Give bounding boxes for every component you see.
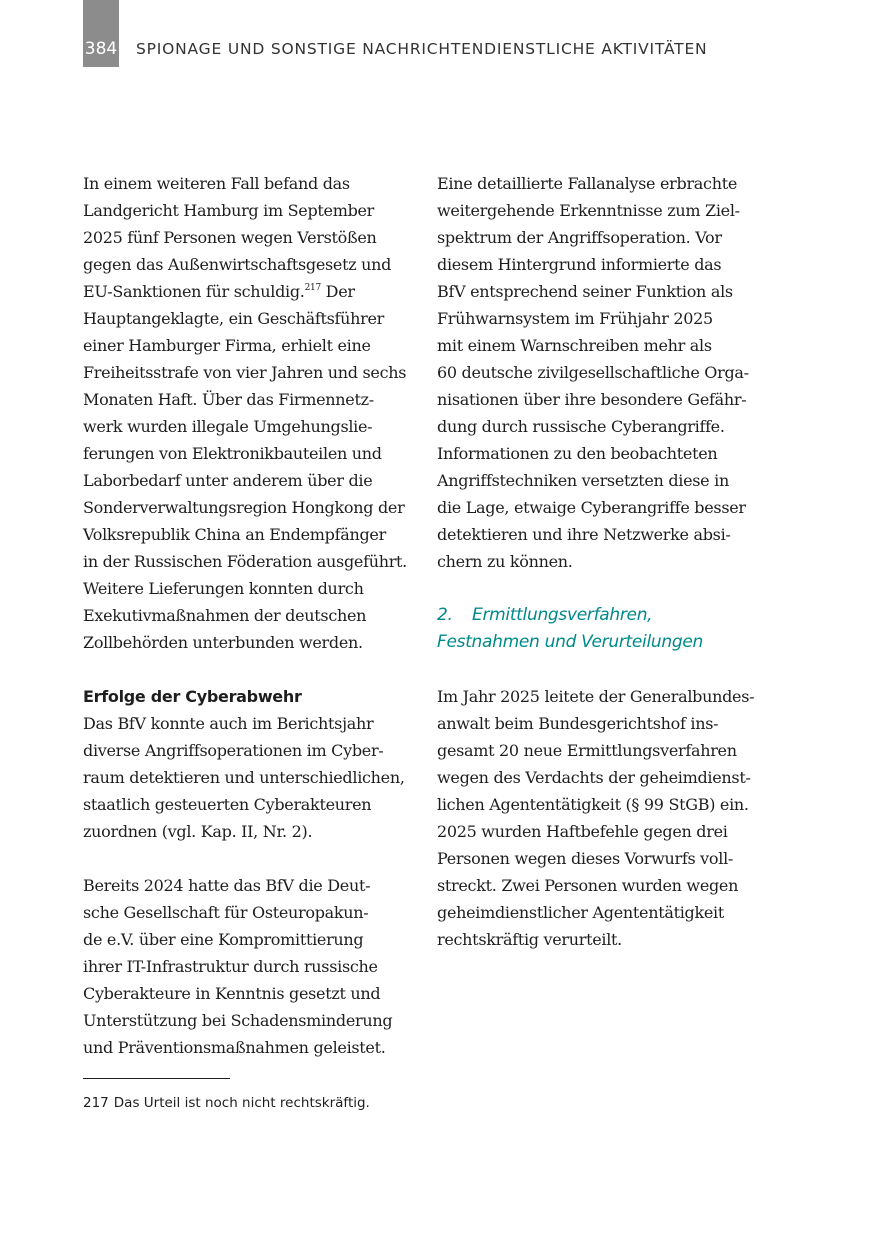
- text-line: Landgericht Hamburg im September: [83, 201, 375, 220]
- text-line: gesamt 20 neue Ermittlungsverfahren: [437, 741, 737, 760]
- text-line: sche Gesellschaft für Osteuropakun-: [83, 903, 369, 922]
- text-line: Zollbehörden unterbunden werden.: [83, 633, 363, 652]
- paragraph-gap: [437, 656, 767, 683]
- text-line: in der Russischen Föderation ausgeführt.: [83, 552, 407, 571]
- text-line: weitergehende Erkenntnisse zum Ziel-: [437, 201, 740, 220]
- text-line: gegen das Außenwirtschaftsgesetz und: [83, 255, 392, 274]
- text-line: und Präventionsmaßnahmen geleistet.: [83, 1038, 386, 1057]
- text-line: rechtskräftig verurteilt.: [437, 930, 622, 949]
- text-line: Bereits 2024 hatte das BfV die Deut-: [83, 876, 371, 895]
- footnote-number: 217: [83, 1095, 109, 1111]
- text-line: staatlich gesteuerten Cyberakteuren: [83, 795, 372, 814]
- text-line: diverse Angriffsoperationen im Cyber-: [83, 741, 384, 760]
- left-column: [83, 170, 413, 1061]
- text-line: raum detektieren und unterschiedlichen,: [83, 768, 405, 787]
- text-line: Angriffstechniken versetzten diese in: [437, 471, 729, 490]
- footnote-divider: [83, 1078, 230, 1079]
- footnote-reference[interactable]: 217: [304, 283, 321, 293]
- text-line: streckt. Zwei Personen wurden wegen: [437, 876, 739, 895]
- text-line: die Lage, etwaige Cyberangriffe besser: [437, 498, 746, 517]
- text-segment: Der: [320, 282, 355, 301]
- section-heading: [437, 602, 767, 656]
- text-line: Volksrepublik China an Endempfänger: [83, 525, 386, 544]
- paragraph-gap: [437, 575, 767, 602]
- text-line: anwalt beim Bundesgerichtshof ins-: [437, 714, 719, 733]
- text-line: werk wurden illegale Umgehungslie-: [83, 417, 373, 436]
- text-line: BfV entsprechend seiner Funktion als: [437, 282, 733, 301]
- text-line: lichen Agententätigkeit (§ 99 StGB) ein.: [437, 795, 749, 814]
- text-line: nisationen über ihre besondere Gefähr-: [437, 390, 747, 409]
- text-line: 2025 fünf Personen wegen Verstößen: [83, 228, 377, 247]
- text-line: diesem Hintergrund informierte das: [437, 255, 722, 274]
- page-number: 384: [84, 39, 118, 59]
- section-title-continued: Festnahmen und Verurteilungen: [437, 632, 703, 652]
- text-line: zuordnen (vgl. Kap. II, Nr. 2).: [83, 822, 313, 841]
- section-heading-line: [437, 602, 767, 629]
- right-column: [437, 170, 767, 953]
- text-line: Das BfV konnte auch im Berichtsjahr: [83, 714, 374, 733]
- text-line: Unterstützung bei Schadensminderung: [83, 1011, 393, 1030]
- footnote-text: Das Urteil ist noch nicht rechtskräftig.: [113, 1095, 370, 1111]
- paragraph-court-case: [83, 170, 413, 656]
- text-line: spektrum der Angriffsoperation. Vor: [437, 228, 722, 247]
- text-line: 2025 wurden Haftbefehle gegen drei: [437, 822, 728, 841]
- section-title: Ermittlungsverfahren,: [472, 605, 653, 625]
- text-line: Exekutivmaßnahmen der deutschen: [83, 606, 367, 625]
- text-line: ihrer IT-Infrastruktur durch russische: [83, 957, 378, 976]
- text-line: In einem weiteren Fall befand das: [83, 174, 350, 193]
- text-line: Im Jahr 2025 leitete der Generalbundes-: [437, 687, 755, 706]
- text-line: Freiheitsstrafe von vier Jahren und sechs: [83, 363, 407, 382]
- text-line: Frühwarnsystem im Frühjahr 2025: [437, 309, 713, 328]
- text-line: einer Hamburger Firma, erhielt eine: [83, 336, 371, 355]
- text-line: chern zu können.: [437, 552, 573, 571]
- paragraph-dgo-compromise: [83, 872, 413, 1061]
- text-line: de e.V. über eine Kompromittierung: [83, 930, 364, 949]
- text-line: 60 deutsche zivilgesellschaftliche Orga-: [437, 363, 749, 382]
- section-number: 2.: [437, 605, 453, 625]
- text-line: ferungen von Elektronikbauteilen und: [83, 444, 382, 463]
- text-line: Laborbedarf unter anderem über die: [83, 471, 373, 490]
- subheading-cyber-defense: Erfolge der Cyberabwehr: [83, 687, 302, 706]
- text-line: Personen wegen dieses Vorwurfs voll-: [437, 849, 733, 868]
- text-line: geheimdienstlicher Agententätigkeit: [437, 903, 724, 922]
- text-line: Cyberakteure in Kenntnis gesetzt und: [83, 984, 381, 1003]
- text-segment: EU-Sanktionen für schuldig.: [83, 282, 305, 301]
- text-line: Monaten Haft. Über das Firmennetz-: [83, 390, 374, 409]
- text-line: dung durch russische Cyberangriffe.: [437, 417, 725, 436]
- paragraph-investigations: [437, 683, 767, 953]
- footnote: [83, 1093, 370, 1113]
- text-line: Eine detaillierte Fallanalyse erbrachte: [437, 174, 738, 193]
- text-line: [83, 278, 413, 305]
- text-line: wegen des Verdachts der geheimdienst-: [437, 768, 751, 787]
- text-line: Weitere Lieferungen konnten durch: [83, 579, 364, 598]
- paragraph-cyber-detection: [83, 710, 413, 845]
- paragraph-case-analysis: [437, 170, 767, 575]
- paragraph-gap: [83, 845, 413, 872]
- running-header-title: SPIONAGE UND SONSTIGE NACHRICHTENDIENSTLICHE AKTIVITÄTEN: [136, 40, 708, 58]
- text-line: detektieren und ihre Netzwerke absi-: [437, 525, 731, 544]
- paragraph-gap: [83, 656, 413, 683]
- text-line: Informationen zu den beobachteten: [437, 444, 718, 463]
- text-line: mit einem Warnschreiben mehr als: [437, 336, 712, 355]
- text-line: Hauptangeklagte, ein Geschäftsführer: [83, 309, 384, 328]
- text-line: Sonderverwaltungsregion Hongkong der: [83, 498, 405, 517]
